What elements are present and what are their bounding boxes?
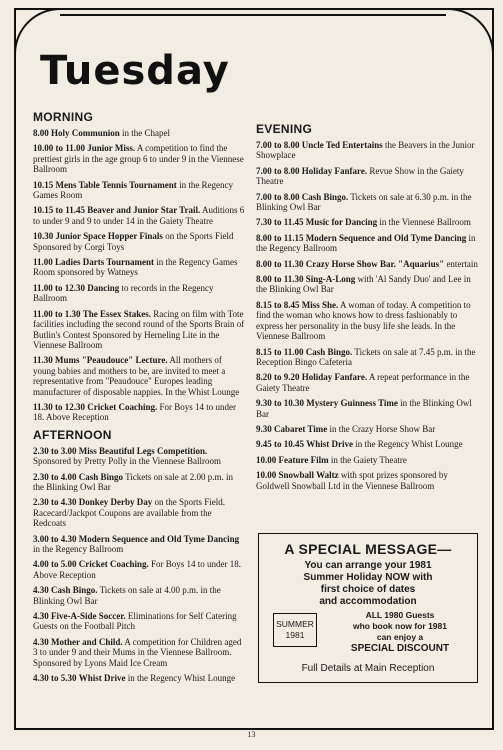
event-item	[256, 347, 480, 368]
special-heading: A SPECIAL MESSAGE—	[284, 541, 452, 557]
event-item	[33, 559, 245, 580]
event-description: A competition to find the prettiest girls in the age group 6 to under 9 in the Viennese Ballroom	[33, 143, 244, 175]
event-time: 2.30 to 3.00	[33, 445, 77, 456]
event-item	[256, 372, 480, 393]
event-name: Mother and Child.	[51, 636, 123, 647]
event-time: 8.15 to 11.00	[256, 346, 304, 357]
afternoon-events	[33, 446, 245, 684]
event-time: 8.00 to 11.15	[256, 232, 304, 243]
event-name: Miss Beautiful Legs Competition.	[78, 445, 208, 456]
event-description: All mothers of young babies and mothers to be, are invited to meet a representative from "Peaudouce" Europes leading manufacturer of disposable nappies. In the Whist Lounge	[33, 355, 240, 397]
page-title: Tuesday	[40, 48, 230, 94]
event-item	[256, 166, 480, 187]
event-item	[33, 673, 245, 683]
event-time: 7.00 to 8.00	[256, 140, 300, 150]
event-name: Cabaret Time	[274, 423, 328, 434]
badge-label: SUMMER	[276, 619, 314, 629]
event-description: in the Regency Ballroom	[256, 232, 476, 254]
border-corner-right	[446, 8, 494, 56]
event-item	[33, 128, 245, 138]
event-description: to records in the Regency Ballroom	[33, 282, 214, 304]
event-description: Sponsored by Pretty Polly in the Viennese Ballroom	[33, 456, 222, 467]
event-name: Uncle Ted Entertains	[301, 140, 383, 150]
event-name: Whist Drive	[306, 439, 353, 450]
event-description: A competition for Children aged 3 to under 9 and their Mums in the Viennese Ballroom. Sponsored by Lyons Maid Ice Cream	[33, 636, 242, 668]
event-description: Auditions 6 to under 9 and 9 to under 14 in the Gaiety Theatre	[33, 205, 245, 226]
event-item	[256, 217, 480, 227]
event-name: Modern Sequence and Old Tyme Dancing	[305, 232, 467, 243]
event-name: Sing-A-Long	[305, 274, 356, 285]
event-item	[33, 355, 245, 397]
event-name: Mens Table Tennis Tournament	[55, 179, 177, 190]
event-item	[33, 585, 245, 606]
event-time: 11.30	[33, 355, 53, 366]
event-name: Miss She.	[301, 299, 339, 310]
event-description: in the Regency Games Room	[33, 179, 234, 201]
event-time: 10.15 to 11.45	[33, 205, 86, 216]
event-description: in the Blinking Owl Bar	[256, 398, 472, 419]
evening-events	[256, 140, 480, 491]
event-description: Racing on film with Tote facilities including the second round of the Sports Brain of Butlin's Contest Sponsored by Herneling Lite in the Viennese Ballroom	[33, 308, 245, 350]
event-description: the Beavers in the Junior Showplace	[256, 140, 475, 161]
event-time: 8.20 to 9.20	[256, 372, 300, 383]
event-description: in the Viennese Ballroom	[379, 217, 471, 228]
event-item	[256, 455, 480, 465]
event-time: 4.00 to 5.00	[33, 559, 77, 570]
event-description: Revue Show in the Gaiety Theatre	[256, 165, 464, 187]
event-time: 11.00 to 1.30	[33, 308, 81, 319]
event-time: 3.00 to 4.30	[33, 533, 77, 544]
event-name: Music for Dancing	[305, 217, 378, 228]
special-line-3: first choice of dates	[320, 584, 416, 595]
event-description: in the Regency Whist Lounge	[127, 673, 236, 684]
evening-heading: EVENING	[256, 122, 313, 136]
event-description: Eliminations for Self Catering Guests on the Football Pitch	[33, 611, 237, 632]
event-item	[256, 274, 480, 295]
event-time: 8.00 to 11.30	[256, 274, 304, 285]
event-item	[256, 470, 480, 491]
event-item	[33, 472, 245, 493]
event-description: A repeat performance in the Gaiety Theatre	[256, 372, 470, 393]
event-name: Cricket Coaching.	[78, 559, 149, 570]
event-name: Modern Sequence and Old Tyme Dancing	[78, 533, 240, 544]
event-item	[256, 398, 480, 419]
morning-events	[33, 128, 245, 423]
event-description: A woman of today. A competition to find the woman who knows how to dress fashionably to express her personality in the busy life she leads. In the Viennese Ballroom	[256, 299, 471, 342]
event-description: For Boys 14 to under 18. Above Reception	[33, 559, 241, 580]
event-item	[33, 283, 245, 304]
event-item	[33, 231, 245, 252]
event-time: 8.00 to 11.30	[256, 258, 304, 269]
right-column	[256, 122, 480, 496]
event-description: Tickets on sale at 4.00 p.m. in the Blinking Owl Bar	[33, 585, 221, 606]
event-time: 10.00	[256, 470, 277, 481]
event-time: 7.00 to 8.00	[256, 165, 300, 176]
event-name: Beaver and Junior Star Trail.	[87, 205, 201, 216]
event-description: Tickets on sale at 2.00 p.m. in the Blinking Owl Bar	[33, 471, 234, 492]
event-name: Cash Bingo	[78, 471, 124, 482]
event-item	[33, 180, 245, 201]
event-description: Tickets on sale at 6.30 p.m. in the Blinking Owl Bar	[256, 191, 472, 213]
event-name: Feature Film	[278, 454, 329, 465]
event-time: 10.15	[33, 179, 54, 190]
badge-year: 1981	[285, 630, 305, 640]
event-name: Whist Drive	[78, 673, 126, 684]
event-name: The Essex Stakes.	[82, 308, 152, 319]
event-time: 9.30 to 10.30	[256, 398, 304, 409]
special-line-2: Summer Holiday NOW with	[303, 572, 433, 583]
offer-line-1: ALL 1980 Guests	[365, 610, 435, 620]
event-description: Tickets on sale at 7.45 p.m. in the Reception Bingo Cafeteria	[256, 346, 476, 367]
event-time: 11.00 to 12.30	[33, 282, 86, 293]
event-description: in the Chapel	[122, 128, 171, 138]
event-item	[33, 611, 245, 632]
event-item	[256, 259, 480, 269]
event-description: on the Sports Field Sponsored by Corgi Toys	[33, 231, 234, 252]
event-name: Five-A-Side Soccer.	[51, 611, 126, 622]
summer-1981-badge	[273, 613, 317, 647]
event-time: 8.00	[33, 128, 49, 138]
event-time: 10.00 to 11.00	[33, 143, 86, 154]
offer-line-2: who book now for 1981	[353, 621, 447, 631]
event-time: 11.00	[33, 257, 53, 268]
event-name: Holy Communion	[51, 128, 120, 138]
event-time: 7.30 to 11.45	[256, 217, 304, 228]
event-name: Junior Miss.	[87, 143, 136, 154]
event-description: in the Regency Games Room sponsored by Watneys	[33, 257, 238, 278]
event-name: Cash Bingo.	[51, 585, 98, 596]
event-item	[256, 424, 480, 434]
event-name: Holiday Fanfare.	[301, 165, 368, 176]
event-name: Mystery Guinness Time	[306, 398, 398, 409]
offer-line-3: can enjoy a	[376, 632, 424, 642]
event-item	[33, 637, 245, 668]
event-description: in the Regency Ballroom	[33, 544, 124, 554]
event-name: Cash Bingo.	[301, 191, 349, 202]
event-description: with 'Al Sandy Duo' and Lee in the Blinking Owl Bar	[256, 274, 471, 295]
event-item	[33, 446, 245, 467]
event-name: Holiday Fanfare.	[301, 372, 368, 383]
event-name: Dancing	[87, 282, 120, 293]
event-time: 8.15 to 8.45	[256, 299, 300, 310]
event-description: with spot prizes sponsored by Goldwell Snowball Ltd in the Viennese Ballroom	[256, 470, 448, 491]
event-description: on the Sports Field. Racecard/Jackpot Coupons are available from the Redcoats	[33, 497, 226, 529]
event-item	[33, 205, 245, 226]
morning-heading: MORNING	[33, 110, 94, 124]
border-inner-line	[60, 14, 446, 16]
event-item	[33, 309, 245, 351]
special-line-1: You can arrange your 1981	[304, 560, 432, 571]
event-name: Donkey Derby Day	[78, 497, 153, 508]
event-item	[256, 300, 480, 342]
event-description: in the Gaiety Theatre	[330, 454, 407, 465]
event-name: Ladies Darts Tournament	[55, 257, 155, 268]
event-name: Mums "Peaudouce" Lecture.	[55, 355, 168, 366]
event-name: Crazy Horse Show Bar. "Aquarius"	[305, 258, 445, 269]
afternoon-heading: AFTERNOON	[33, 427, 112, 442]
event-name: Cricket Coaching.	[87, 401, 158, 412]
event-item	[33, 497, 245, 528]
event-time: 2.30 to 4.30	[33, 497, 77, 508]
event-item	[33, 257, 245, 278]
event-item	[256, 192, 480, 213]
event-time: 4.30	[33, 636, 49, 647]
event-name: Cash Bingo.	[305, 346, 353, 357]
event-item	[33, 402, 245, 423]
page-number: 13	[247, 730, 256, 739]
special-message-box	[258, 533, 478, 683]
event-item	[256, 233, 480, 254]
event-item	[256, 439, 480, 449]
event-description: in the Regency Whist Lounge	[355, 439, 463, 450]
special-footer: Full Details at Main Reception	[301, 663, 435, 674]
event-time: 7.00 to 8.00	[256, 191, 300, 202]
event-time: 4.30 to 5.30	[33, 673, 77, 684]
event-item	[256, 140, 480, 161]
event-time: 2.30 to 4.00	[33, 471, 77, 482]
event-time: 4.30	[33, 611, 49, 622]
event-time: 9.30	[256, 423, 272, 434]
event-description: For Boys 14 to under 18. Above Reception	[33, 401, 237, 423]
offer-line-4: SPECIAL DISCOUNT	[350, 643, 450, 654]
left-column	[33, 110, 245, 688]
event-item	[33, 143, 245, 174]
event-description: entertain	[446, 258, 478, 269]
special-line-4: and accommodation	[319, 596, 417, 607]
event-name: Snowball Waltz	[278, 470, 339, 481]
event-description: in the Crazy Horse Show Bar	[329, 423, 436, 434]
event-time: 10.00	[256, 454, 277, 465]
event-name: Junior Space Hopper Finals	[55, 231, 163, 242]
discount-offer	[327, 610, 473, 654]
event-item	[33, 534, 245, 555]
event-time: 4.30	[33, 585, 49, 596]
event-time: 9.45 to 10.45	[256, 439, 304, 450]
event-time: 11.30 to 12.30	[33, 401, 86, 412]
event-time: 10.30	[33, 231, 54, 242]
